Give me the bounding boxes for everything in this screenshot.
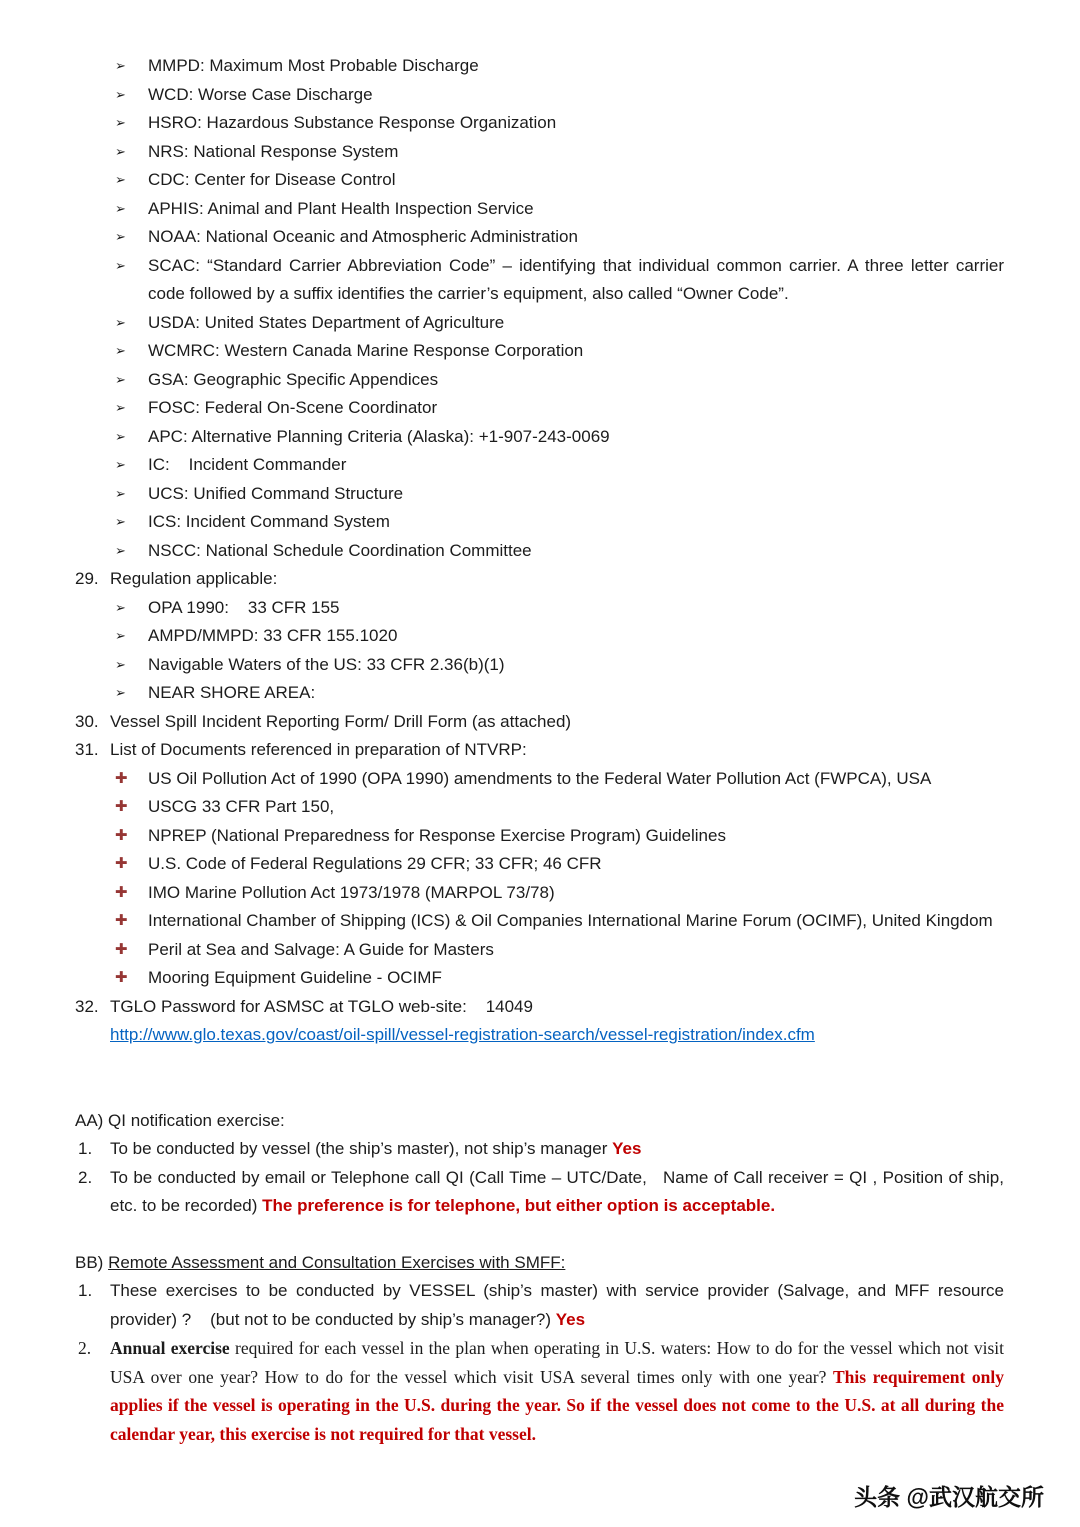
link-line: [110, 1021, 1004, 1050]
item-text: required for each vessel in the plan when operating in U.S. waters: How to do for the vessel which not visit USA over one year? How to do for the vessel which visit USA several times only with one year?: [110, 1338, 1004, 1387]
arrow-bullet-icon: ➢: [115, 542, 126, 558]
cross-bullet-icon: ✚: [115, 940, 128, 958]
item-31: [75, 736, 1004, 993]
acronym-text: UCS: Unified Command Structure: [148, 483, 404, 503]
list-item: [75, 679, 1004, 708]
arrow-bullet-icon: ➢: [115, 143, 126, 159]
section-aa: [75, 1107, 1004, 1221]
item-text: These exercises to be conducted by VESSEL (ship’s master) with service provider (Salvage, and MFF resource provider) ? (but not to be conducted by ship’s manager?): [110, 1281, 1004, 1329]
section-aa-heading: AA) QI notification exercise:: [75, 1110, 285, 1130]
section-bb-prefix: BB): [75, 1252, 109, 1272]
numbered-item: [75, 1135, 1004, 1164]
list-item: [75, 223, 1004, 252]
document-reference: USCG 33 CFR Part 150,: [148, 797, 335, 816]
list-item: [75, 907, 1004, 936]
item-text: To be conducted by email or Telephone call QI (Call Time – UTC/Date, Name of Call receiver = QI , Position of ship, etc. to be recorded): [110, 1167, 1004, 1215]
arrow-bullet-icon: ➢: [115, 457, 126, 472]
regulation-text: NEAR SHORE AREA:: [148, 683, 316, 702]
acronym-text: WCD: Worse Case Discharge: [148, 84, 373, 104]
cross-bullet-icon: ✚: [115, 883, 128, 901]
list-item: [75, 52, 1004, 81]
list-item: [75, 594, 1004, 623]
acronym-text: WCMRC: Western Canada Marine Response Corporation: [148, 341, 584, 360]
arrow-bullet-icon: ➢: [115, 628, 126, 643]
arrow-bullet-icon: ➢: [115, 172, 126, 187]
list-item: [75, 366, 1004, 395]
item-number: 1.: [78, 1139, 93, 1158]
item-label: TGLO Password for ASMSC at TGLO web-site: 14049: [110, 996, 533, 1016]
cross-bullet-icon: ✚: [115, 855, 128, 872]
cross-bullet-icon: ✚: [115, 969, 128, 986]
list-item: [75, 850, 1004, 879]
acronym-text: USDA: United States Department of Agriculture: [148, 312, 505, 332]
numbered-item: [75, 1334, 1004, 1448]
item-text: To be conducted by vessel (the ship’s master), not ship’s manager: [110, 1139, 613, 1158]
list-item: [75, 622, 1004, 651]
list-item: [75, 964, 1004, 993]
list-item: [75, 309, 1004, 338]
item-text-wrap: [110, 1164, 1004, 1221]
acronym-text: MMPD: Maximum Most Probable Discharge: [148, 56, 479, 75]
section-bb: [75, 1249, 1004, 1449]
document-reference: U.S. Code of Federal Regulations 29 CFR; 33 CFR; 46 CFR: [148, 854, 602, 873]
section-bb-title: Remote Assessment and Consultation Exercises with SMFF:: [108, 1252, 566, 1272]
item-30: [75, 708, 1004, 737]
list-item: [75, 109, 1004, 138]
arrow-bullet-icon: ➢: [115, 428, 126, 444]
item-text-wrap: [110, 1334, 1004, 1448]
numbered-item: [75, 1164, 1004, 1221]
item-number: 29.: [75, 569, 99, 588]
list-item: [75, 879, 1004, 908]
list-item: [75, 537, 1004, 566]
arrow-bullet-icon: ➢: [115, 371, 126, 387]
arrow-bullet-icon: ➢: [115, 599, 126, 615]
regulation-text: AMPD/MMPD: 33 CFR 155.1020: [148, 626, 398, 645]
item-label: Vessel Spill Incident Reporting Form/ Drill Form (as attached): [110, 711, 572, 731]
item-label: Regulation applicable:: [110, 569, 278, 588]
arrow-bullet-icon: ➢: [115, 314, 126, 330]
acronym-text: NSCC: National Schedule Coordination Committee: [148, 540, 532, 560]
numbered-item: [75, 708, 1004, 737]
cross-bullet-icon: ✚: [115, 912, 128, 929]
list-item: [75, 195, 1004, 224]
item-29: [75, 565, 1004, 708]
list-item: [75, 423, 1004, 452]
item-text-wrap: [110, 1135, 1004, 1164]
acronym-text: NRS: National Response System: [148, 141, 399, 161]
list-item: [75, 337, 1004, 366]
arrow-bullet-icon: ➢: [115, 514, 126, 529]
item-number: 32.: [75, 996, 99, 1016]
acronym-list: [75, 52, 1004, 565]
list-item: [75, 651, 1004, 680]
list-item: [75, 451, 1004, 480]
arrow-bullet-icon: ➢: [115, 200, 126, 216]
section-bb-heading: [75, 1249, 1004, 1278]
list-item: [75, 252, 1004, 309]
arrow-bullet-icon: ➢: [115, 343, 126, 358]
tglo-registration-link[interactable]: http://www.glo.texas.gov/coast/oil-spill/vessel-registration-search/vessel-registration/index.cfm: [110, 1025, 815, 1044]
arrow-bullet-icon: ➢: [115, 485, 126, 501]
arrow-bullet-icon: ➢: [115, 400, 126, 415]
item-number: 2.: [78, 1338, 92, 1358]
arrow-bullet-icon: ➢: [115, 229, 126, 244]
document-reference: Peril at Sea and Salvage: A Guide for Masters: [148, 939, 494, 959]
acronym-text: APHIS: Animal and Plant Health Inspection Service: [148, 198, 534, 218]
arrow-bullet-icon: ➢: [115, 115, 126, 130]
list-item: [75, 793, 1004, 822]
document-reference: Mooring Equipment Guideline - OCIMF: [148, 968, 442, 987]
acronym-text: FOSC: Federal On-Scene Coordinator: [148, 398, 438, 417]
arrow-bullet-icon: ➢: [115, 58, 126, 73]
document-reference: International Chamber of Shipping (ICS) & Oil Companies International Marine Forum (OCIMF), United Kingdom: [148, 911, 993, 930]
watermark: 头条 @武汉航交所: [854, 1483, 1044, 1510]
arrow-bullet-icon: ➢: [115, 86, 126, 102]
regulation-text: Navigable Waters of the US: 33 CFR 2.36(b)(1): [148, 654, 505, 674]
numbered-item: [75, 993, 1004, 1022]
item-number: 2.: [78, 1167, 93, 1187]
item-number: 30.: [75, 711, 99, 731]
acronym-text: CDC: Center for Disease Control: [148, 170, 396, 189]
list-item: [75, 822, 1004, 851]
list-item: [75, 765, 1004, 794]
list-item: [75, 936, 1004, 965]
list-item: [75, 81, 1004, 110]
arrow-bullet-icon: ➢: [115, 257, 126, 273]
numbered-item: [75, 736, 1004, 765]
list-item: [75, 138, 1004, 167]
acronym-text: APC: Alternative Planning Criteria (Alaska): +1-907-243-0069: [148, 426, 610, 446]
item-number: 1.: [78, 1281, 93, 1300]
document-reference: NPREP (National Preparedness for Response Exercise Program) Guidelines: [148, 825, 726, 845]
item-32: [75, 993, 1004, 1050]
acronym-text: IC: Incident Commander: [148, 455, 347, 474]
acronym-text: HSRO: Hazardous Substance Response Organization: [148, 113, 557, 132]
item-answer: Yes: [555, 1309, 586, 1329]
list-item: [75, 394, 1004, 423]
numbered-item: [75, 565, 1004, 594]
list-item: [75, 480, 1004, 509]
item-number: 31.: [75, 740, 99, 759]
item-answer: The preference is for telephone, but either option is acceptable.: [262, 1196, 776, 1215]
acronym-text: NOAA: National Oceanic and Atmospheric Administration: [148, 227, 578, 246]
regulation-text: OPA 1990: 33 CFR 155: [148, 597, 340, 617]
list-item: [75, 508, 1004, 537]
acronym-text: ICS: Incident Command System: [148, 512, 390, 531]
item-lead: Annual exercise: [110, 1338, 230, 1358]
document-reference: IMO Marine Pollution Act 1973/1978 (MARPOL 73/78): [148, 882, 555, 902]
arrow-bullet-icon: ➢: [115, 685, 126, 700]
arrow-bullet-icon: ➢: [115, 656, 126, 672]
cross-bullet-icon: ✚: [115, 769, 128, 787]
acronym-text: SCAC: “Standard Carrier Abbreviation Code” – identifying that individual common carrier. A three letter carrier code followed by a suffix identifies the carrier’s equipment, also called “Owner Code”.: [148, 255, 1004, 303]
item-label: List of Documents referenced in preparation of NTVRP:: [110, 740, 527, 759]
numbered-item: [75, 1277, 1004, 1334]
list-item: [75, 166, 1004, 195]
cross-bullet-icon: ✚: [115, 798, 128, 815]
document-reference: US Oil Pollution Act of 1990 (OPA 1990) amendments to the Federal Water Pollution Act (FWPCA), USA: [148, 768, 932, 788]
cross-bullet-icon: ✚: [115, 826, 128, 844]
item-text-wrap: [110, 1277, 1004, 1334]
item-answer: This requirement only applies if the vessel is operating in the U.S. during the year. So if the vessel does not come to the U.S. at all during the calendar year, this exercise is not required for that vessel.: [110, 1366, 1004, 1444]
acronym-text: GSA: Geographic Specific Appendices: [148, 369, 439, 389]
item-answer: Yes: [612, 1139, 642, 1158]
